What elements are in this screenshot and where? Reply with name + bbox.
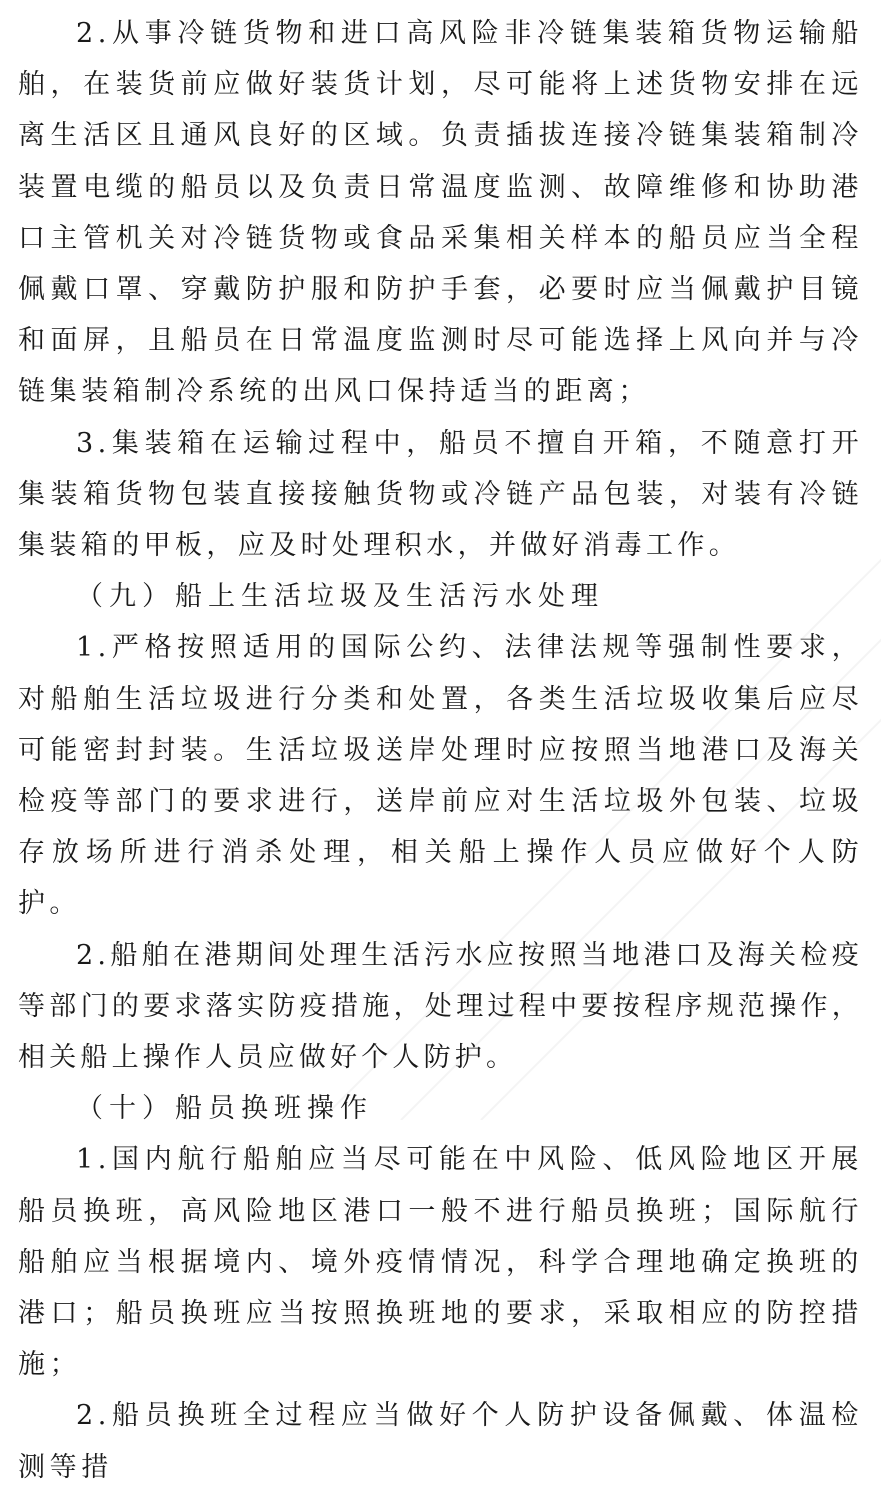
paragraph-crew-change-protection: 2.船员换班全过程应当做好个人防护设备佩戴、体温检测等措	[18, 1400, 863, 1483]
document-page	[18, 8, 863, 1493]
section-heading-crew-change: （十）船员换班操作	[76, 1093, 373, 1125]
paragraph-sewage-handling: 2.船舶在港期间处理生活污水应按照当地港口及海关检疫等部门的要求落实防疫措施，处理过程中要按程序规范操作，相关船上操作人员应做好个人防护。	[18, 939, 863, 1074]
paragraph-cold-chain-loading: 2.从事冷链货物和进口高风险非冷链集装箱货物运输船舶，在装货前应做好装货计划，尽可能将上述货物安排在远离生活区且通风良好的区域。负责插拔连接冷链集装箱制冷装置电缆的船员以及负责日常温度监测、故障维修和协助港口主管机关对冷链货物或食品采集相关样本的船员应当全程佩戴口罩、穿戴防护服和防护手套，必要时应当佩戴护目镜和面屏，且船员在日常温度监测时尽可能选择上风向并与冷链集装箱制冷系统的出风口保持适当的距离；	[18, 18, 863, 408]
paragraph-crew-change-ports: 1.国内航行船舶应当尽可能在中风险、低风险地区开展船员换班，高风险地区港口一般不进行船员换班；国际航行船舶应当根据境内、境外疫情情况，科学合理地确定换班的港口；船员换班应当按照换班地的要求，采取相应的防控措施；	[18, 1144, 863, 1381]
section-heading-waste-disposal: （九）船上生活垃圾及生活污水处理	[76, 581, 604, 613]
paragraph-garbage-handling: 1.严格按照适用的国际公约、法律法规等强制性要求，对船舶生活垃圾进行分类和处置，各类生活垃圾收集后应尽可能密封封装。生活垃圾送岸处理时应按照当地港口及海关检疫等部门的要求进行，送岸前应对生活垃圾外包装、垃圾存放场所进行消杀处理，相关船上操作人员应做好个人防护。	[18, 632, 863, 920]
paragraph-container-transport: 3.集装箱在运输过程中，船员不擅自开箱，不随意打开集装箱货物包装直接接触货物或冷链产品包装，对装有冷链集装箱的甲板，应及时处理积水，并做好消毒工作。	[18, 427, 863, 562]
